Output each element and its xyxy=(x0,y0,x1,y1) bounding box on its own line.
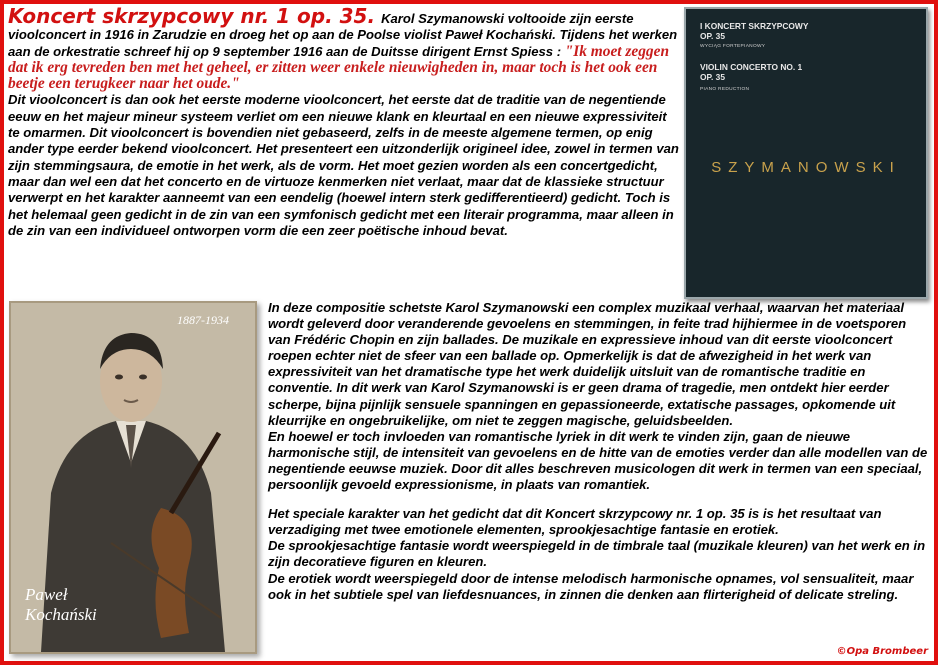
portrait-years: 1887-1934 xyxy=(177,313,229,327)
score-composer-name: SZYMANOWSKI xyxy=(711,159,901,176)
body-paragraph-4: De sprookjesachtige fantasie wordt weerspiegeld in de timbrale taal (muzikale kleuren) van het werk en in zijn decoratieve figuren en kleuren. xyxy=(268,538,926,570)
body-paragraph-1: In deze compositie schetste Karol Szymanowski een complex muzikaal verhaal, waarvan het materiaal wordt geleverd door veranderende gevoelens en stemmingen, in feite trad hijhiermee in de voetsporen van Frédéric Chopin en zijn ballades. De muzikale en expressieve inhoud van dit eerste vioolconcert roepen echter niet de sfeer van een ballade op. Opmerkelijk is dat de afwezigheid in het werk van expressiviteit van het dramatische type het werk duidelijk uitsluit van de romantische traditie en conventie. In dit werk van Karol Szymanowski is er geen drama of tragedie, men ontdekt hier eerder scherpe, bijna pijnlijk sensuele spanningen en gepassioneerde, extatische passages, opkomende uit kleurrijke en ongebruikelijke, om niet te zeggen magische, geluidsbeelden. xyxy=(268,300,907,428)
main-text-block xyxy=(268,300,930,603)
score-polish-title-text: I KONCERT SKRZYPCOWY xyxy=(700,21,809,31)
intro-paragraph xyxy=(8,4,680,239)
score-polish-opus: OP. 35 xyxy=(700,31,725,41)
body-paragraph-2: En hoewel er toch invloeden van romantische lyriek in dit werk te vinden zijn, gaan de nieuwe harmonische stijl, de intensiteit van gevoelens en de hitte van de emoties verder dan alle modellen van de negentiende eeuwse muziek. Door dit alles beschreven musicologen dit werk in termen van een speciaal, persoonlijk gevoeld expressionisme, in plaats van romantiek. xyxy=(268,428,928,493)
kochanski-portrait-photo xyxy=(9,301,257,654)
intro-lead: Karol Szymanowski voltooide zijn eerste vioolconcert in 1916 in Zarudzie en droeg het op aan de Poolse violist Paweł Kochański. Tijdens het werken aan de orkestratie schreef hij op 9 september 1916 aan de Duitsse dirigent Ernst Spiess : xyxy=(8,11,678,59)
portrait-last-name: Kochański xyxy=(25,605,97,624)
score-cover-image xyxy=(684,7,928,299)
body-paragraph-3: Het speciale karakter van het gedicht dat dit Koncert skrzypcowy nr. 1 op. 35 is is het resultaat van verzadiging met twee emotionele elementen, sprookjesachtige fantasie en erotiek. xyxy=(268,506,882,538)
article-title: Koncert skrzypcowy nr. 1 op. 35. xyxy=(8,4,376,28)
author-credit: ©Opa Brombeer xyxy=(836,646,928,657)
spiess-quote: "Ik moet zeggen dat ik erg tevreden ben met het geheel, er zitten weer enkele nieuwigheden in, maar toch is het ook een beetje een terugkeer naar het oude." xyxy=(8,42,670,93)
score-polish-title xyxy=(700,21,808,41)
score-english-title xyxy=(700,62,802,82)
body-paragraph-5: De erotiek wordt weerspiegeld door de intense melodisch harmonische opnames, vol sensualiteit, maar ook in het subtiele spel van liefdesnuances, in zinnen die denken aan flirterigheid of delicate streling. xyxy=(268,570,914,602)
score-polish-subtitle: WYCIĄG FORTEPIANOWY xyxy=(700,44,766,49)
paragraph-spacer xyxy=(268,493,930,506)
intro-text-block xyxy=(8,4,680,239)
score-english-opus: OP. 35 xyxy=(700,72,725,82)
score-english-title-text: VIOLIN CONCERTO NO. 1 xyxy=(700,62,803,72)
intro-body: Dit vioolconcert is dan ook het eerste moderne vioolconcert, het eerste dat de traditie van de negentiende eeuw en het majeur mineur systeem verliet om een nieuwe klank en kleurtaal en een nieuwe expressiviteit te omarmen. Dit vioolconcert is bovendien niet gebaseerd, zelfs in de meeste algemene termen, op enig ander type eerder bekend vioolconcert. Het presenteert een uitzonderlijk origineel idee, zowel in termen van zijn stemmingsaura, de emotie in het werk, als de vorm. Het moet gezien worden als een concertgedicht, maar dan wel een dat het concerto en de virtuoze kenmerken niet verlaat, maar dat de klassieke structuur verwerpt en het karakter aanneemt van een eendelig (hoewel intern sterk gedifferentieerd) gedicht. Toch is het helemaal geen gedicht in de zin van een symfonisch gedicht met een literair programma, maar alleen in de zin van een individueel ontworpen vorm die een zeer poëtische inhoud bevat. xyxy=(8,92,679,238)
score-english-subtitle: PIANO REDUCTION xyxy=(700,87,750,92)
portrait-first-name: Paweł xyxy=(25,585,68,604)
